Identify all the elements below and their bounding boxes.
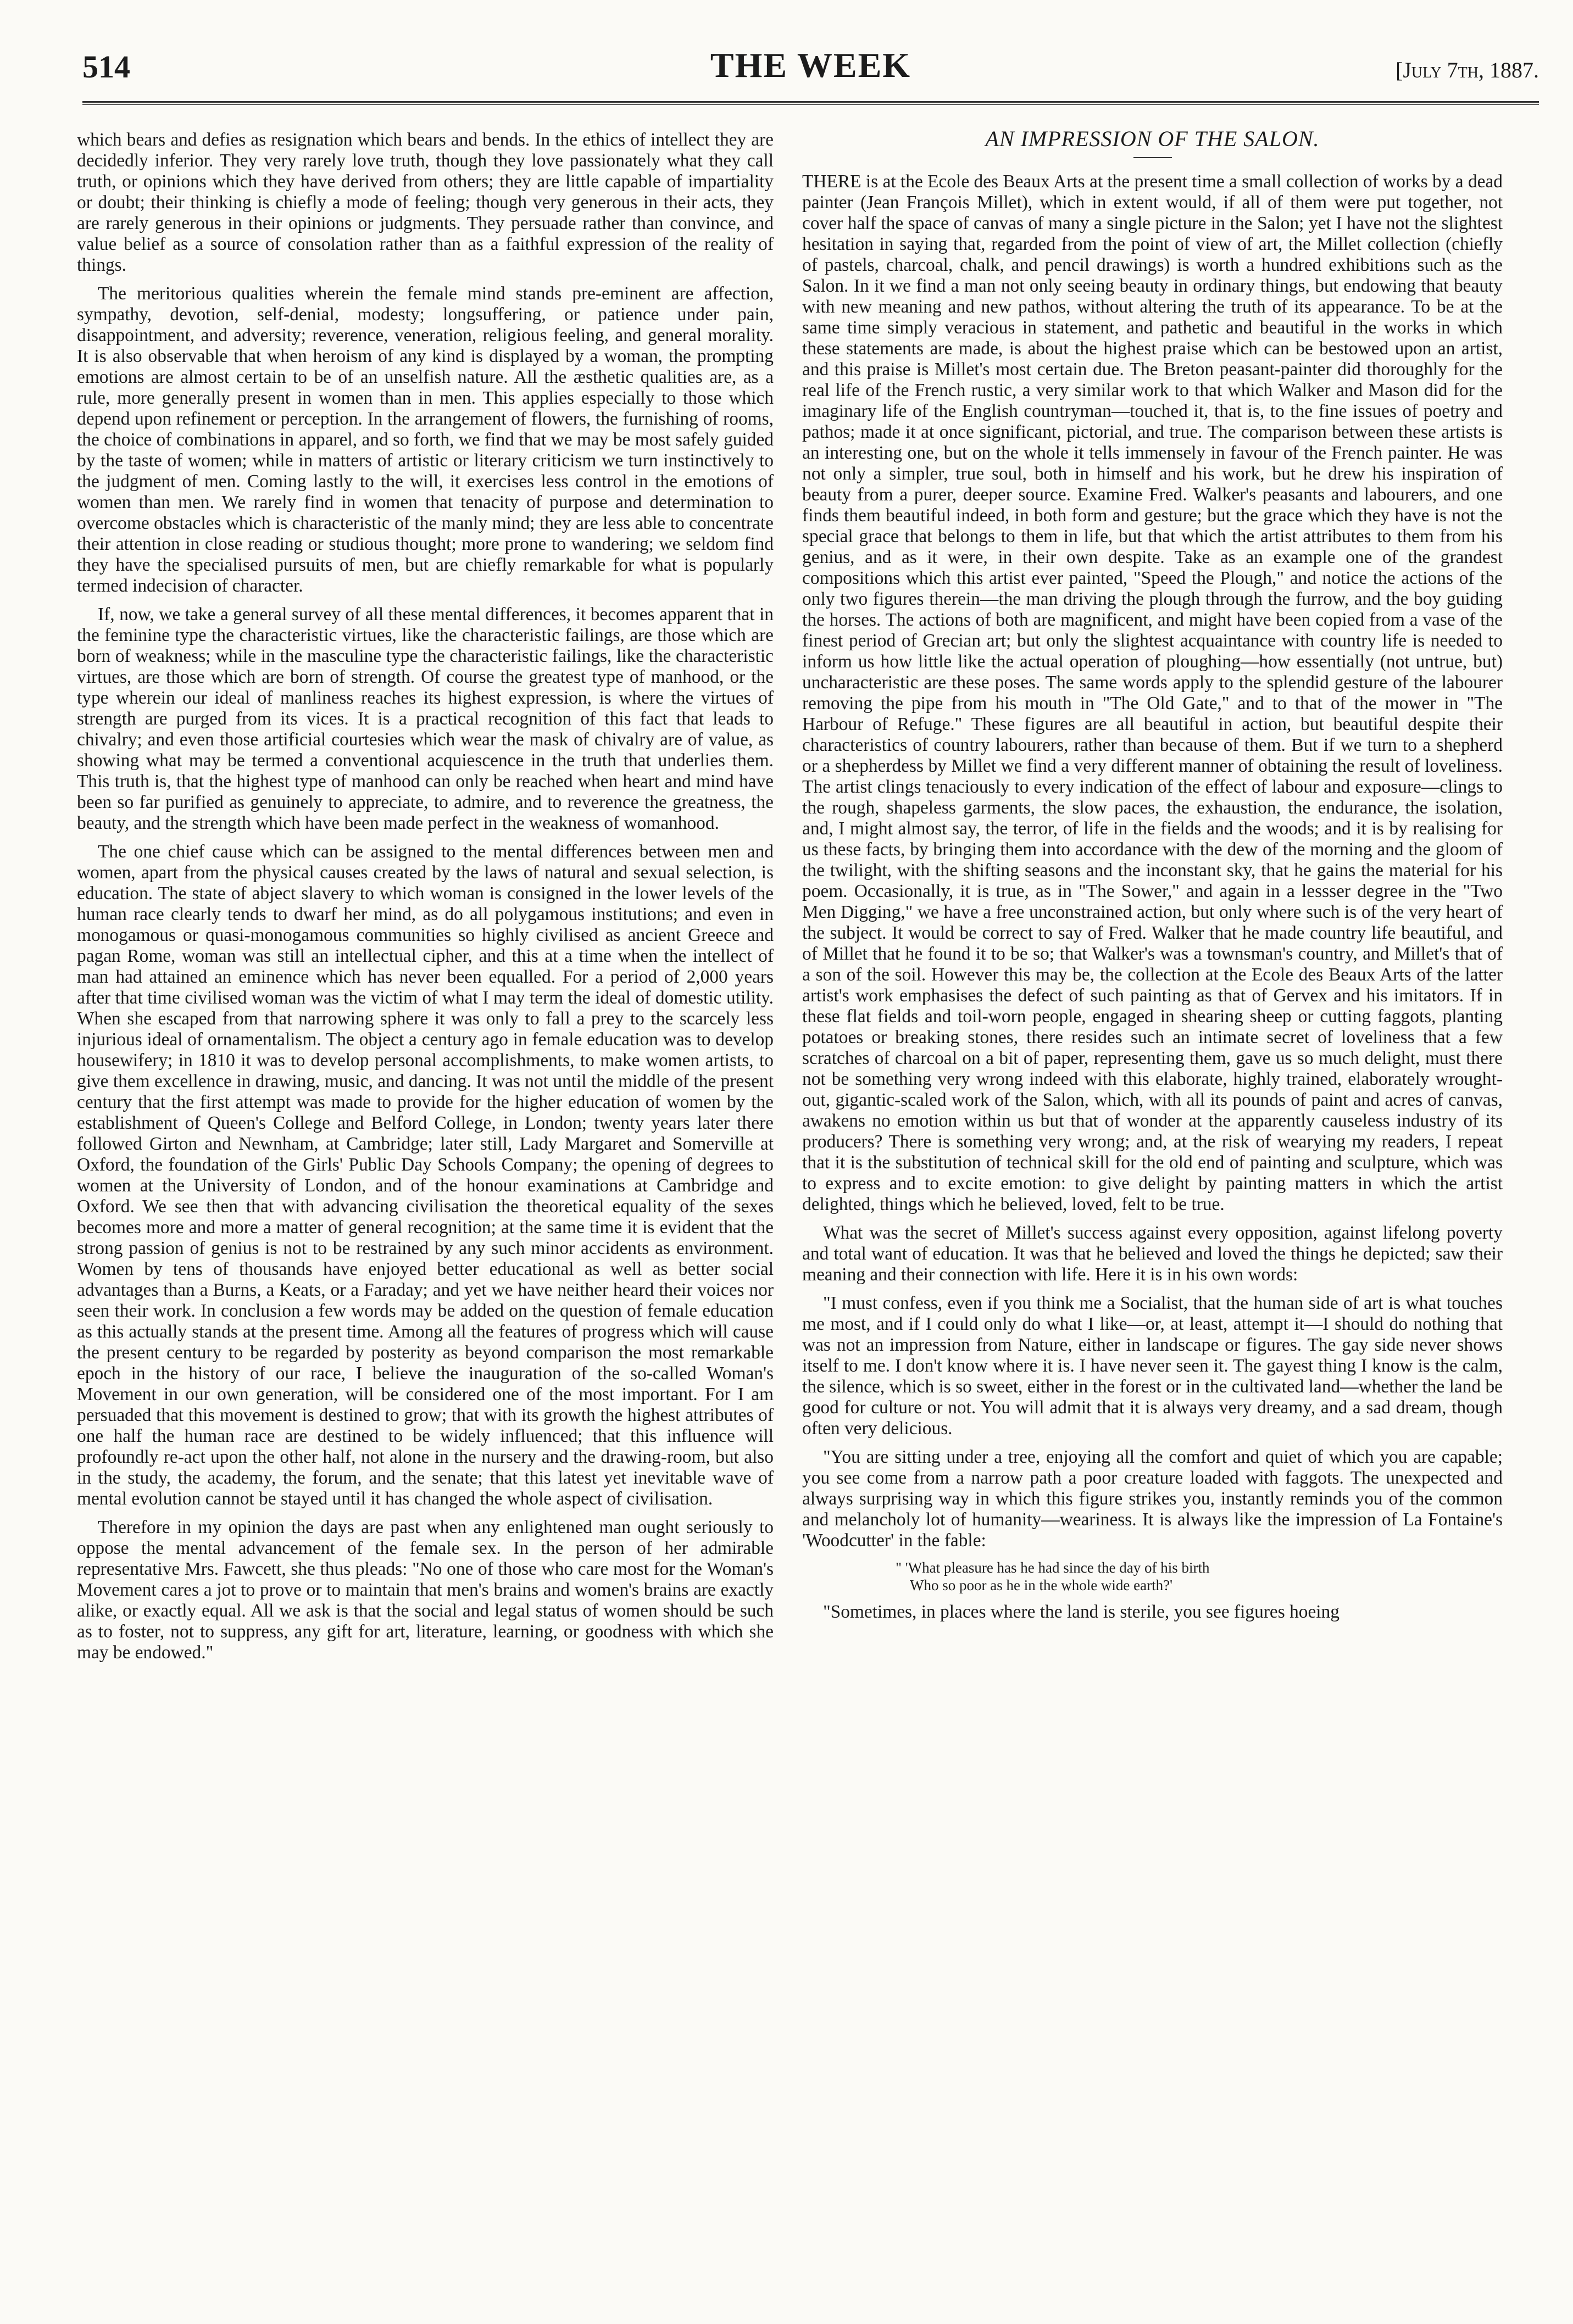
paragraph: Therefore in my opinion the days are past when any enlightened man ought seriously to oppose the mental advancement of the female sex. In the person of her admirable representative Mrs. Fawcett, she thus pleads: "No one of those who care most for the Woman's Movement cares a jot to prove or to maintain that men's brains and women's brains are exactly alike, or exactly equal. All we ask is that the social and legal status of women should be such as to foster, not to suppress, any gift for art, literature, learning, or goodness with which she may be endowed.": [77, 1517, 774, 1663]
right-column: [802, 126, 1503, 1630]
verse-line: " 'What pleasure has he had since the day of his birth: [896, 1559, 1210, 1576]
paragraph: "You are sitting under a tree, enjoying all the comfort and quiet of which you are capable; you see come from a narrow path a poor creature loaded with faggots. The unexpected and always surprising way in which this figure strikes you, instantly reminds you of the common and melancholy lot of humanity—weariness. It is always like the impression of La Fontaine's 'Woodcutter' in the fable:: [802, 1447, 1503, 1551]
page-header: [82, 48, 1539, 92]
page-number: 514: [82, 49, 130, 85]
paragraph: The one chief cause which can be assigned to the mental differences between men and women, apart from the physical causes created by the laws of natural and sexual selection, is education. The state of abject slavery to which woman is consigned in the lower levels of the human race clearly tends to dwarf her mind, as do all polygamous institutions; and even in monogamous or quasi-monogamous communities so highly civilised as ancient Greece and pagan Rome, woman was still an intellectual cipher, and this at a time when the intellect of man had attained an eminence which has never been equalled. For a period of 2,000 years after that time civilised woman was the victim of what I may term the ideal of domestic utility. When she escaped from that narrowing sphere it was only to fall a prey to the scarcely less injurious ideal of ornamentalism. The object a century ago in female education was to develop housewifery; in 1810 it was to develop personal accomplishments, to make women artists, to give them excellence in drawing, music, and dancing. It was not until the middle of the present century that the first attempt was made to provide for the higher education of women by the establishment of Queen's College and Belford College, in London; twenty years later there followed Girton and Newnham, at Cambridge; later still, Lady Margaret and Somerville at Oxford, the foundation of the Girls' Public Day Schools Company; the opening of degrees to women at the University of London, and of the honour examinations at Cambridge and Oxford. We see then that with advancing civilisation the theoretical equality of the sexes becomes more and more a matter of general recognition; at the same time it is evident that the strong passion of genius is not to be restrained by any such minor accidents as environment. Women by tens of thousands have enjoyed better educational as well as better social advantages than a Burns, a Keats, or a Faraday; and yet we have neither heard their voices nor seen their work. In conclusion a few words may be added on the question of female education as this actually stands at the present time. Among all the features of progress which will cause the present century to be regarded by posterity as beyond comparison the most remarkable epoch in the history of our race, I believe the inauguration of the so-called Woman's Movement in our own generation, will be considered one of the most important. For I am persuaded that this movement is destined to grow; that with its growth the highest attributes of one half the human race are destined to be widely influenced; that this influence will profoundly re-act upon the other half, not alone in the nursery and the drawing-room, but also in the study, the academy, the forum, and the senate; that this latest yet inevitable wave of mental evolution cannot be stayed until it has changed the whole aspect of civilisation.: [77, 841, 774, 1509]
paragraph: "I must confess, even if you think me a Socialist, that the human side of art is what touches me most, and if I could only do what I like—or, at least, attempt it—I should do nothing that was not an impression from Nature, either in landscape or figures. The gay side never shows itself to me. I don't know where it is. I have never seen it. The gayest thing I know is the calm, the silence, which is so sweet, either in the forest or in the cultivated land—whether the land be good for culture or not. You will admit that it is always very dreamy, and a sad dream, though often very delicious.: [802, 1293, 1503, 1439]
left-column: [77, 130, 774, 1671]
paragraph: which bears and defies as resignation which bears and bends. In the ethics of intellect they are decidedly inferior. They very rarely love truth, though they love passionately what they call truth, or opinions which they have derived from others; they are little capable of impartiality or doubt; their thinking is chiefly a mode of feeling; though very generous in their acts, they are rarely generous in their opinions or judgments. They persuade rather than convince, and value belief as a source of consolation rather than as a faithful expression of the reality of things.: [77, 130, 774, 275]
header-rule: [82, 101, 1539, 105]
paragraph: "Sometimes, in places where the land is sterile, you see figures hoeing: [823, 1602, 1339, 1622]
paragraph: If, now, we take a general survey of all these mental differences, it becomes apparent that in the feminine type the characteristic virtues, like the characteristic failings, are those which are born of weakness; while in the masculine type the characteristic failings, like the characteristic virtues, are those which are born of strength. Of course the greatest type of manhood, or the type wherein our ideal of manliness reaches its highest expression, is where the virtues of strength are purged from its vices. It is a practical recognition of this fact that leads to chivalry; and even those artificial courtesies which wear the mask of chivalry are of value, as showing what may be termed a conventional acquiescence in the truth that underlies them. This truth is, that the highest type of manhood can only be reached when heart and mind have been so far purified as genuinely to appreciate, to admire, and to reverence the greatness, the beauty, and the strength which have been made perfect in the weakness of womanhood.: [77, 604, 774, 833]
issue-date: [July 7th, 1887.: [1396, 58, 1539, 82]
verse-quote: [896, 1559, 1503, 1594]
article-title: AN IMPRESSION OF THE SALON.: [985, 126, 1320, 151]
title-divider: [1133, 157, 1172, 158]
paragraph: The meritorious qualities wherein the female mind stands pre-eminent are affection, sympathy, devotion, self-denial, modesty; longsuffering, or patience under pain, disappointment, and adversity; reverence, veneration, religious feeling, and general morality. It is also observable that when heroism of any kind is displayed by a woman, the prompting emotions are almost certain to be of an unselfish nature. All the æsthetic qualities are, as a rule, more generally present in women than in men. This applies especially to those which depend upon refinement or perception. In the arrangement of flowers, the furnishing of rooms, the choice of combinations in apparel, and so forth, we find that we may be most safely guided by the taste of women; while in matters of artistic or literary criticism we turn instinctively to the judgment of men. Coming lastly to the will, it exercises less control in the emotions of women than men. We rarely find in women that tenacity of purpose and determination to overcome obstacles which is characteristic of the manly mind; they are less able to concentrate their attention in close reading or studious thought; more prone to wandering; we seldom find they have the specialised pursuits of men, but are chiefly remarkable for what is popularly termed indecision of character.: [77, 283, 774, 596]
paragraph: What was the secret of Millet's success against every opposition, against lifelong poverty and total want of education. It was that he believed and loved the things he depicted; saw their meaning and their connection with life. Here it is in his own words:: [802, 1223, 1503, 1285]
verse-line: Who so poor as he in the whole wide earth?': [910, 1577, 1172, 1593]
masthead: THE WEEK: [710, 46, 911, 85]
paragraph: THERE is at the Ecole des Beaux Arts at the present time a small collection of works by a dead painter (Jean François Millet), which in extent would, if all of them were put together, not cover half the space of canvas of many a single picture in the Salon; yet I have not the slightest hesitation in saying that, regarded from the point of view of art, the Millet collection (chiefly of pastels, charcoal, chalk, and pencil drawings) is worth a hundred exhibitions such as the Salon. In it we find a man not only seeing beauty in ordinary things, but endowing that beauty with new meaning and new pathos, without altering the truth of its appearance. To be at the same time simply veracious in statement, and pathetic and beautiful in the works in which these statements are made, is about the highest praise which can be bestowed upon an artist, and this praise is Millet's most certain due. The Breton peasant-painter did thoroughly for the real life of the French rustic, a very similar work to that which Walker and Mason did for the imaginary life of the English countryman—touched it, that is, to the fine issues of poetry and pathos; made it at once significant, pictorial, and true. The comparison between these artists is an interesting one, but on the whole it tells immensely in favour of the French painter. He was not only a simpler, true soul, both in himself and his work, but he drew his inspiration of beauty from a purer, deeper source. Examine Fred. Walker's peasants and labourers, and one finds them beautiful indeed, in both form and gesture; but the grace which they have is not the special grace that belongs to them in life, but that which the artist attributes to them from his genius, and as it were, in their own despite. Take as an example one of the grandest compositions which this artist ever painted, "Speed the Plough," and notice the actions of the only two figures therein—the man driving the plough through the furrow, and the boy guiding the horses. The actions of both are magnificent, and might have been copied from a vase of the finest period of Grecian art; but only the slightest acquaintance with country life is needed to inform us how little like the actual operation of ploughing—how essentially (not untrue, but) uncharacteristic are these poses. The same words apply to the splendid gesture of the labourer removing the pipe from his mouth in "The Old Gate," and to that of the mower in "The Harbour of Refuge." These figures are all beautiful in action, but beautiful despite their characteristics of country labourers, rather than because of them. But if we turn to a shepherd or a shepherdess by Millet we find a very different manner of obtaining the result of loveliness. The artist clings tenaciously to every indication of the effect of labour and exposure—clings to the rough, shapeless garments, the slow paces, the exhaustion, the endurance, the isolation, and, I might almost say, the terror, of life in the fields and the woods; and it is by realising for us these facts, by bringing them into accordance with the dew of the morning and the gloom of the twilight, with the shifting seasons and the inconstant sky, that he gains the material for his poem. Occasionally, it is true, as in "The Sower," and again in a lessser degree in the "Two Men Digging," we have a free unconstrained action, but only where such is of the very heart of the subject. It would be correct to say of Fred. Walker that he made country life beautiful, and of Millet that he found it to be so; that Walker's was a townsman's country, and Millet's that of a son of the soil. However this may be, the collection at the Ecole des Beaux Arts of the latter artist's work emphasises the defect of such painting as that of Gervex and his imitators. If in these flat fields and toil-worn people, engaged in shearing sheep or cutting faggots, planting potatoes or breaking stones, there resides such an intimate secret of loveliness that a few scratches of charcoal on a bit of paper, representing them, gave us so much delight, must there not be something very wrong indeed with this elaborate, highly trained, elaborately wrought-out, gigantic-scaled work of the Salon, which, with all its pounds of paint and acres of canvas, awakens no emotion within us but that of wonder at the apparently causeless industry of its producers? There is something very wrong; and, at the risk of wearying my readers, I repeat that it is the substitution of technical skill for the old end of painting and sculpture, which was to express and to excite emotion: to give delight by painting matters in which the artist delighted, things which he believed, loved, felt to be true.: [802, 171, 1503, 1214]
